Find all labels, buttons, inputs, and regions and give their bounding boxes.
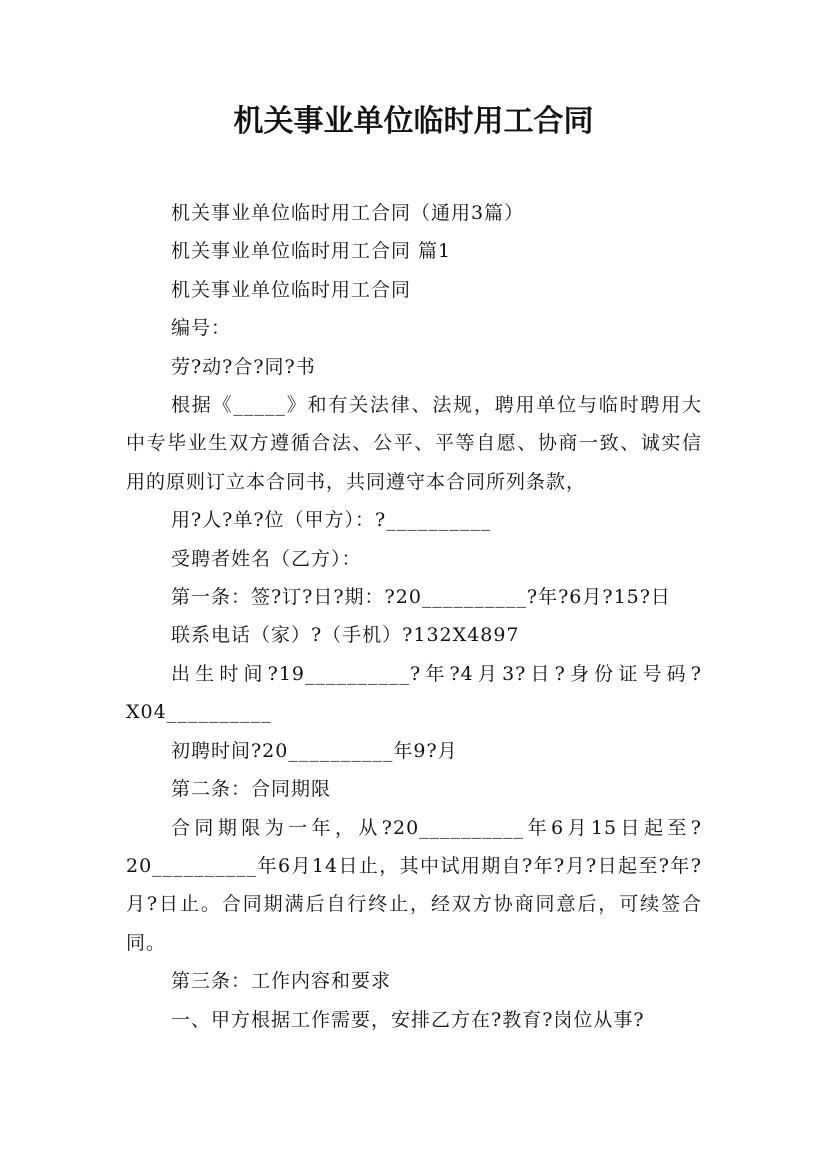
paragraph-article-heading: 机关事业单位临时用工合同 篇1 bbox=[171, 240, 452, 263]
document-title: 机关事业单位临时用工合同 bbox=[233, 104, 594, 139]
paragraph-employer: 用?人?单?位（甲方）：?__________ bbox=[171, 509, 492, 532]
paragraph-number: 编号： bbox=[171, 317, 232, 340]
paragraph-preamble: 根据《_____》和有关法律、法规，聘用单位与临时聘用大中专毕业生双方遵循合法、公平、平等自愿、协商一致、诚实信用的原则订立本合同书，共同遵守本合同所列条款， bbox=[126, 394, 702, 493]
paragraph-hire-date: 初聘时间?20__________年9?月 bbox=[171, 739, 458, 762]
paragraph-term: 合同期限为一年，从?20__________年6月15日起至?20__________年6月14日止，其中试用期自?年?月?日起至?年?月?日止。合同期满后自行终止，经双方协商同意后，可续签合同。 bbox=[126, 816, 702, 954]
paragraph-subtitle: 机关事业单位临时用工合同（通用3篇） bbox=[171, 202, 525, 224]
paragraph-labor-contract: 劳?动?合?同?书 bbox=[171, 355, 316, 378]
paragraph-article-two: 第二条：合同期限 bbox=[171, 778, 332, 801]
paragraph-signing-date: 第一条：签?订?日?期：?20__________?年?6月?15?日 bbox=[171, 586, 671, 609]
paragraph-phone: 联系电话（家）?（手机）?132X4897 bbox=[171, 624, 520, 647]
paragraph-article-three: 第三条：工作内容和要求 bbox=[171, 970, 392, 993]
paragraph-birth-id: 出生时间?19__________?年?4月3?日?身份证号码?X04__________ bbox=[126, 662, 702, 724]
document-body bbox=[126, 194, 702, 1039]
paragraph-employee-name: 受聘者姓名（乙方）： bbox=[171, 547, 362, 570]
paragraph-contract-name: 机关事业单位临时用工合同 bbox=[171, 278, 412, 301]
paragraph-duties: 一、甲方根据工作需要，安排乙方在?教育?岗位从事? bbox=[171, 1008, 645, 1031]
